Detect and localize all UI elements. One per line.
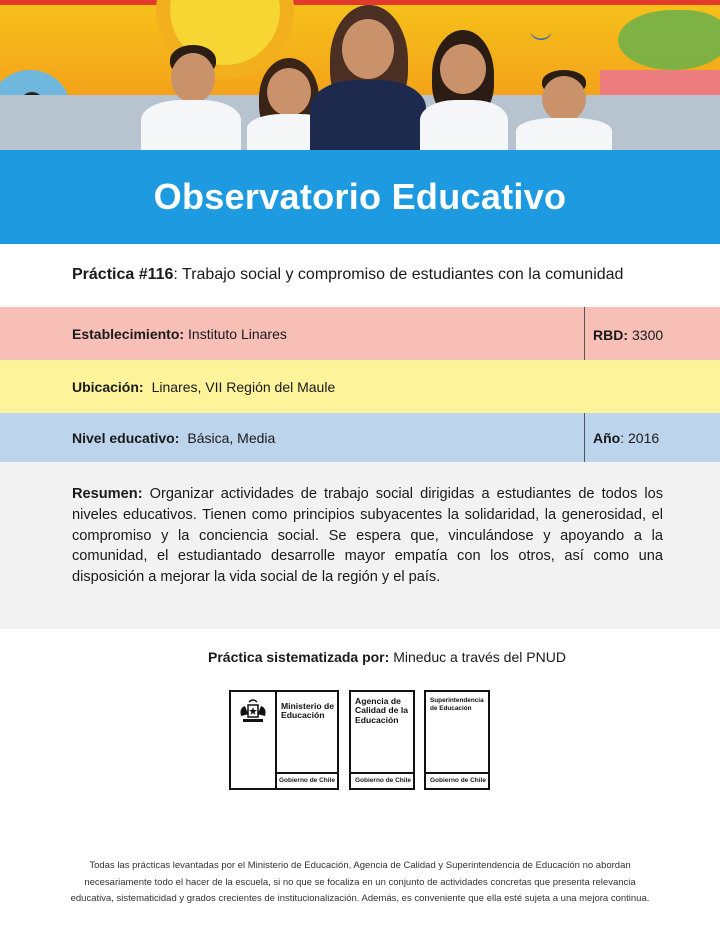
- logo-footer: Gobierno de Chile: [351, 772, 413, 788]
- logo-name: Agencia de Calidad de la Educación: [355, 696, 409, 725]
- level-cell: [0, 413, 584, 462]
- year-cell: [584, 413, 720, 462]
- footnote-line: Todas las prácticas levantadas por el Ministerio de Educación, Agencia de Calidad y Superintendencia de Educación no abordan: [89, 860, 631, 871]
- level-value: Básica, Media: [187, 429, 276, 446]
- mineduc-logo: [229, 690, 339, 790]
- mural-leaf: [618, 10, 720, 70]
- rbd-value: 3300: [632, 327, 664, 343]
- credit-label: Práctica sistematizada por:: [208, 649, 390, 665]
- disclaimer-footnote: [50, 858, 670, 908]
- summary-label: Resumen:: [72, 486, 143, 502]
- practice-heading: [72, 266, 692, 284]
- location-label: Ubicación:: [72, 378, 144, 395]
- establishment-label: Establecimiento:: [72, 325, 185, 342]
- establishment-row: [0, 307, 720, 360]
- student-figure: [512, 70, 612, 150]
- credit-line: [208, 649, 566, 665]
- rbd-label: RBD:: [593, 327, 628, 343]
- chile-coat-of-arms-icon: [237, 698, 269, 724]
- location-cell: [0, 360, 720, 413]
- footnote-line: necesariamente todo el hacer de la escuela, si no que se focaliza en un conjunto de actividades concretas que presenta relevancia: [84, 876, 636, 888]
- logo-name: Ministerio de Educación: [281, 701, 335, 721]
- summary-paragraph: [72, 484, 663, 588]
- level-row: [0, 413, 720, 462]
- superintendencia-logo: [424, 690, 490, 790]
- location-row: [0, 360, 720, 413]
- footnote-line: educativa, sistematicidad y grados crecientes de institucionalización. Además, es conveniente que ella esté sujeta a una mejora continua.: [70, 893, 650, 904]
- establishment-value: Instituto Linares: [188, 325, 287, 342]
- year-label: Año: [593, 429, 621, 446]
- title-band: [0, 150, 720, 244]
- hero-photo: [0, 0, 720, 150]
- logo-footer: Gobierno de Chile: [426, 772, 488, 788]
- agencia-calidad-logo: [349, 690, 415, 790]
- year-value: : 2016: [620, 429, 660, 446]
- summary-box: [0, 462, 720, 629]
- page-title: Observatorio Educativo: [153, 176, 567, 217]
- rbd-cell: [584, 307, 720, 360]
- student-figure: [135, 45, 245, 150]
- student-figure: [418, 30, 510, 150]
- logo-footer: Gobierno de Chile: [275, 772, 337, 788]
- establishment-cell: [0, 307, 584, 360]
- logo-name: Superintendencia de Educación: [430, 697, 484, 712]
- mural-bird-icon: ︶: [530, 32, 553, 57]
- credit-value: Mineduc a través del PNUD: [393, 649, 566, 665]
- level-label: Nivel educativo:: [72, 429, 180, 446]
- summary-text: Organizar actividades de trabajo social dirigidas a estudiantes de todos los niveles educativos. Tienen como principios subyacentes la solidaridad, la generosidad, el compromiso y la conciencia social. Se espera que, vinculándose y apoyando a la comunidad, el estudiantado desarrolle mayor empatía con los otros, así como una disposición a mejorar la vida social de la región y el país.: [72, 486, 663, 586]
- practice-label: Práctica #116: [72, 266, 174, 283]
- practice-text: : Trabajo social y compromiso de estudiantes con la comunidad: [173, 266, 624, 283]
- location-value: Linares, VII Región del Maule: [151, 378, 336, 395]
- teacher-figure: [308, 5, 428, 150]
